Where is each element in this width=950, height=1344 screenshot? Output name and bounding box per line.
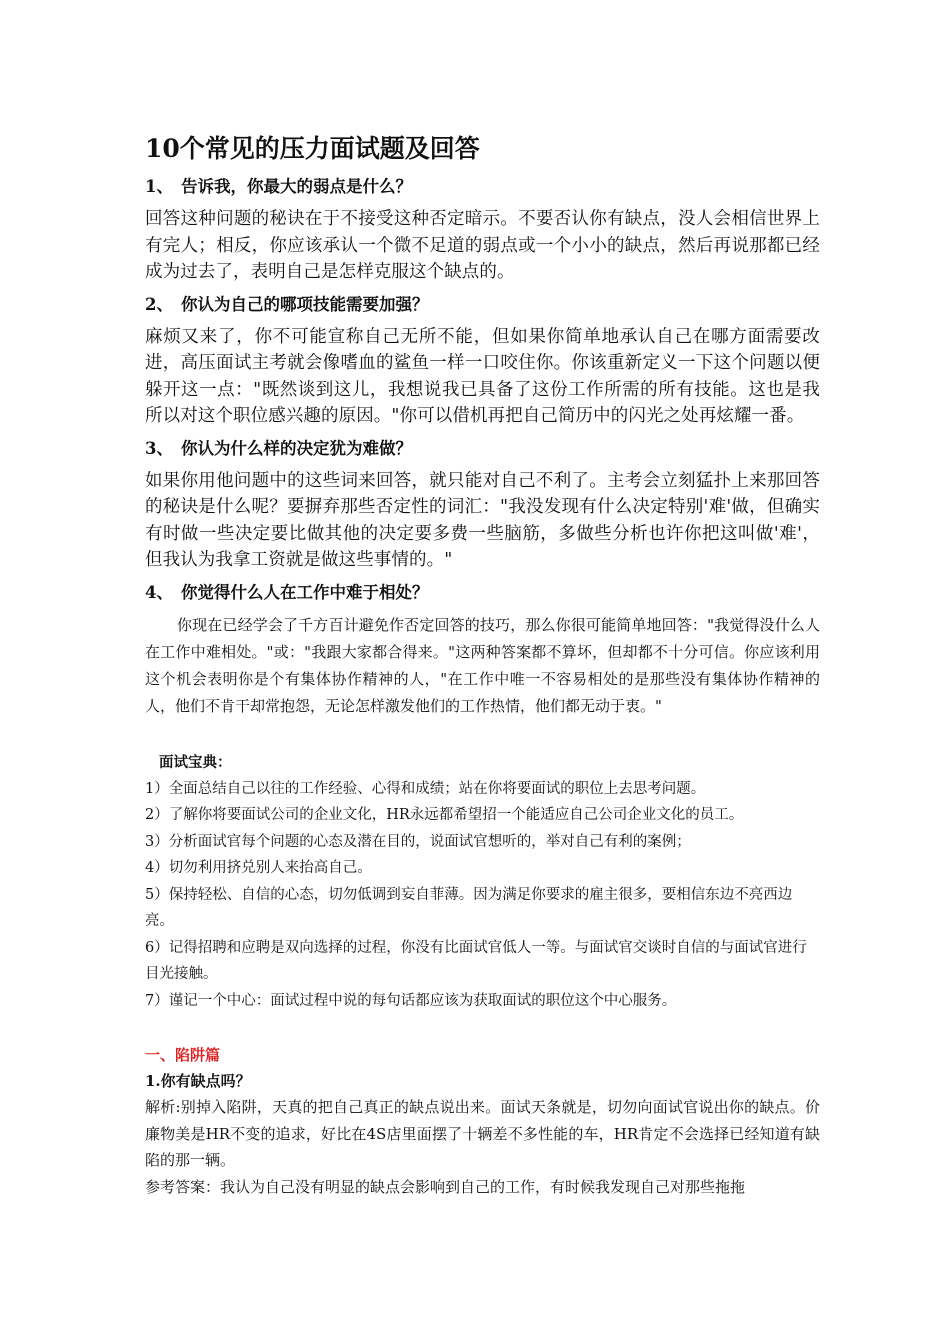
tip-item: 3）分析面试官每个问题的心态及潜在目的，说面试官想听的，举对自己有利的案例； (145, 833, 691, 850)
question-heading (145, 436, 820, 462)
analysis-paragraph: 解析:别掉入陷阱，天真的把自己真正的缺点说出来。面试天条就是，切勿向面试官说出你的缺点。价廉物美是HR不变的追求，好比在4S店里面摆了十辆差不多性能的车，HR肯定不会选择已经知道有缺陷的那一辆。 (145, 1098, 820, 1169)
question-block-1 (145, 174, 820, 286)
question-text: 告诉我，你最大的弱点是什么？ (181, 177, 412, 196)
answer-paragraph: 你现在已经学会了千方百计避免作否定回答的技巧，那么你很可能简单地回答："我觉得没什么人在工作中难相处。"或："我跟大家都合得来。"这两种答案都不算坏，但却都不十分可信。你应该利用这个机会表明你是个有集体协作精神的人，"在工作中唯一不容易相处的是那些没有集体协作精神的人，他们不肯干却常抱怨，无论怎样激发他们的工作热情，他们都无动于衷。" (145, 615, 820, 715)
reference-answer-paragraph: 参考答案：我认为自己没有明显的缺点会影响到自己的工作，有时候我发现自己对那些拖拖 (145, 1177, 746, 1196)
question-text: 你觉得什么人在工作中难于相处？ (181, 582, 429, 602)
tips-list (145, 776, 820, 1015)
question-number: 4、 (145, 582, 173, 602)
answer-paragraph: 如果你用他问题中的这些词来回答，就只能对自己不利了。主考会立刻猛扑上来那回答的秘诀是什么呢？要摒弃那些否定性的词汇："我没发现有什么决定特别'难'做，但确实有时做一些决定要比做其他的决定要多费一些脑筋，多做些分析也许你把这叫做'难'，但我认为我拿工资就是做这些事情的。" (145, 470, 820, 570)
question-number: 3、 (145, 438, 173, 458)
question-number: 1、 (145, 177, 173, 196)
question-heading (145, 292, 820, 318)
question-heading (145, 580, 820, 606)
answer-paragraph: 回答这种问题的秘诀在于不接受这种否定暗示。不要否认你有缺点，没人会相信世界上有完人；相反，你应该承认一个微不足道的弱点或一个小小的缺点，然后再说那都已经成为过去了，表明自己是怎样克服这个缺点的。 (145, 209, 820, 282)
tip-item: 6）记得招聘和应聘是双向选择的过程，你没有比面试官低人一等。与面试官交谈时自信的与面试官进行目光接触。 (145, 939, 807, 982)
section-title: 一、陷阱篇 (145, 1046, 221, 1064)
section-question: 1.你有缺点吗？ (145, 1072, 251, 1090)
question-number: 2、 (145, 294, 173, 314)
tip-item: 2）了解你将要面试公司的企业文化，HR永远都希望招一个能适应自己公司企业文化的员工。 (145, 807, 744, 823)
tips-title: 面试宝典： (159, 753, 232, 771)
question-block-4 (145, 580, 820, 720)
document-page (145, 130, 820, 1200)
question-block-3 (145, 436, 820, 574)
question-text: 你认为什么样的决定犹为难做？ (181, 438, 412, 458)
tip-item: 5）保持轻松、自信的心态，切勿低调到妄自菲薄。因为满足你要求的雇主很多，要相信东边不亮西边亮。 (145, 886, 793, 929)
answer-paragraph: 麻烦又来了，你不可能宣称自己无所不能，但如果你简单地承认自己在哪方面需要改进，高压面试主考就会像嗜血的鲨鱼一样一口咬住你。你该重新定义一下这个问题以便躲开这一点："既然谈到这儿，我想说我已具备了这份工作所需的所有技能。这也是我所以对这个职位感兴趣的原因。"你可以借机再把自己简历中的闪光之处再炫耀一番。 (145, 326, 820, 426)
question-heading (145, 174, 820, 200)
question-block-2 (145, 292, 820, 430)
tip-item: 7）谨记一个中心：面试过程中说的每句话都应该为获取面试的职位这个中心服务。 (145, 992, 677, 1009)
question-text: 你认为自己的哪项技能需要加强？ (181, 294, 429, 314)
tip-item: 4）切勿利用挤兑别人来抬高自己。 (145, 860, 372, 876)
page-title: 10个常见的压力面试题及回答 (145, 134, 480, 163)
tip-item: 1）全面总结自己以往的工作经验、心得和成绩；站在你将要面试的职位上去思考问题。 (145, 780, 706, 797)
